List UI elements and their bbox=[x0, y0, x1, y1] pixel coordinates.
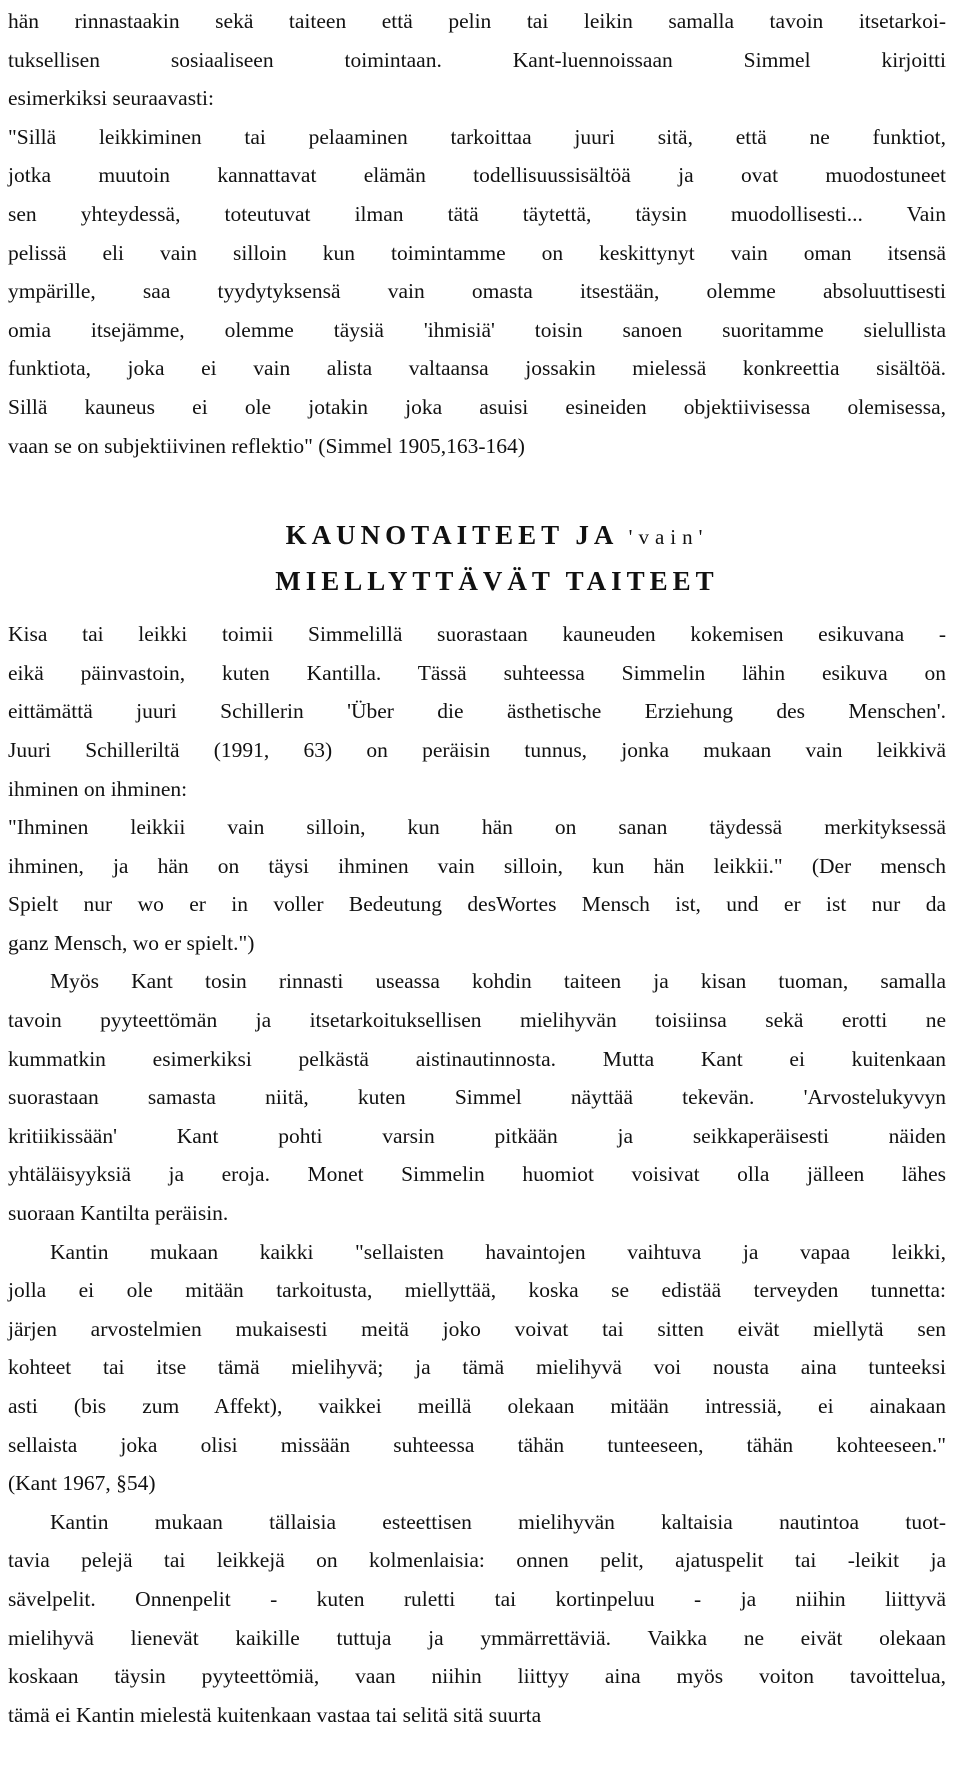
text-line: sen yhteydessä, toteutuvat ilman tätä täytettä, täysin muodollisesti... Vain bbox=[8, 201, 946, 226]
text-line: funktiota, joka ei vain alista valtaansa jossakin mielessä konkreettia sisältöä. bbox=[8, 356, 946, 381]
text-line: suoraan Kantilta peräisin. bbox=[8, 1201, 229, 1226]
text-line: omia itsejämme, olemme täysiä 'ihmisiä' toisin sanoen suoritamme sielullista bbox=[8, 317, 946, 342]
text-line: Kantin mukaan kaikki "sellaisten havaintojen vaihtuva ja vapaa leikki, bbox=[50, 1239, 946, 1264]
text-line: koskaan täysin pyyteettömiä, vaan niihin liittyy aina myös voiton tavoittelua, bbox=[8, 1664, 946, 1689]
paragraph-2 bbox=[8, 962, 946, 1232]
text-line: kohteet tai itse tämä mielihyvä; ja tämä mielihyvä voi nousta aina tunteeksi bbox=[8, 1355, 946, 1380]
text-line: ihminen on ihminen: bbox=[8, 776, 188, 801]
text-line: jotka muutoin kannattavat elämän todellisuussisältöä ja ovat muodostuneet bbox=[8, 163, 946, 188]
text-line: järjen arvostelmien mukaisesti meitä joko voivat tai sitten eivät miellytä sen bbox=[8, 1316, 946, 1341]
text-line: Sillä kauneus ei ole jotakin joka asuisi esineiden objektiivisessa olemisessa, bbox=[8, 394, 946, 419]
text-line: sävelpelit. Onnenpelit - kuten ruletti tai kortinpeluu - ja niihin liittyvä bbox=[8, 1586, 946, 1611]
heading-small-text: 'vain' bbox=[628, 525, 709, 550]
text-line: Kantin mukaan tällaisia esteettisen mielihyvän kaltaisia nautintoa tuot- bbox=[50, 1509, 946, 1534]
text-line: Myös Kant tosin rinnasti useassa kohdin taiteen ja kisan tuoman, samalla bbox=[50, 969, 946, 994]
section-heading bbox=[8, 513, 946, 603]
text-line: Spielt nur wo er in voller Bedeutung desWortes Mensch ist, und er ist nur da bbox=[8, 892, 946, 917]
text-line: tuksellisen sosiaaliseen toimintaan. Kant-luennoissaan Simmel kirjoitti bbox=[8, 47, 946, 72]
text-line: Kisa tai leikki toimii Simmelillä suorastaan kauneuden kokemisen esikuvana - bbox=[8, 622, 946, 647]
text-line: (Kant 1967, §54) bbox=[8, 1471, 156, 1496]
text-line: jolla ei ole mitään tarkoitusta, miellyttää, koska se edistää terveyden tunnetta: bbox=[8, 1278, 946, 1303]
text-line: Juuri Schilleriltä (1991, 63) on peräisin tunnus, jonka mukaan vain leikkivä bbox=[8, 737, 946, 762]
text-line: ihminen, ja hän on täysi ihminen vain silloin, kun hän leikkii." (Der mensch bbox=[8, 853, 946, 878]
text-line: sellaista joka olisi missään suhteessa tähän tunteeseen, tähän kohteeseen." bbox=[8, 1432, 946, 1457]
paragraph-4 bbox=[8, 1503, 946, 1735]
text-line: tämä ei Kantin mielestä kuitenkaan vastaa tai selitä sitä suurta bbox=[8, 1702, 542, 1727]
text-line: asti (bis zum Affekt), vaikkei meillä olekaan mitään intressiä, ei ainakaan bbox=[8, 1394, 946, 1418]
section-paragraph-1 bbox=[8, 615, 946, 962]
heading-line-1 bbox=[48, 513, 946, 559]
text-line: tavia pelejä tai leikkejä on kolmenlaisia: onnen pelit, ajatuspelit tai -leikit ja bbox=[8, 1548, 946, 1573]
text-line: suorastaan samasta niitä, kuten Simmel näyttää tekevän. 'Arvostelukyvyn bbox=[8, 1085, 946, 1110]
text-line: esimerkiksi seuraavasti: bbox=[8, 86, 214, 111]
text-line: yhtäläisyyksiä ja eroja. Monet Simmelin huomiot voisivat olla jälleen lähes bbox=[8, 1162, 946, 1187]
paragraph-3 bbox=[8, 1233, 946, 1503]
text-line: hän rinnastaakin sekä taiteen että pelin tai leikin samalla tavoin itsetarkoi- bbox=[8, 9, 946, 33]
text-line: "Ihminen leikkii vain silloin, kun hän on sanan täydessä merkityksessä bbox=[8, 815, 946, 840]
text-line: ganz Mensch, wo er spielt.") bbox=[8, 930, 255, 955]
text-line: eikä päinvastoin, kuten Kantilla. Tässä suhteessa Simmelin lähin esikuva on bbox=[8, 660, 946, 685]
heading-line-2: MIELLYTTÄVÄT TAITEET bbox=[275, 566, 719, 597]
text-line: ympärille, saa tyydytyksensä vain omasta itsestään, olemme absoluuttisesti bbox=[8, 279, 946, 304]
text-line: kummatkin esimerkiksi pelkästä aistinautinnosta. Mutta Kant ei kuitenkaan bbox=[8, 1046, 946, 1071]
text-line: kritiikissään' Kant pohti varsin pitkään ja seikkaperäisesti näiden bbox=[8, 1123, 946, 1148]
text-line: mielihyvä lienevät kaikille tuttuja ja ymmärrettäviä. Vaikka ne eivät olekaan bbox=[8, 1625, 946, 1650]
text-line: "Sillä leikkiminen tai pelaaminen tarkoittaa juuri sitä, että ne funktiot, bbox=[8, 124, 946, 149]
text-line: pelissä eli vain silloin kun toimintamme on keskittynyt vain oman itsensä bbox=[8, 240, 946, 265]
text-line: tavoin pyyteettömän ja itsetarkoituksellisen mielihyvän toisiinsa sekä erotti ne bbox=[8, 1008, 946, 1033]
heading-main-text: KAUNOTAITEET JA bbox=[285, 520, 617, 551]
text-line: eittämättä juuri Schillerin 'Über die ästhetische Erziehung des Menschen'. bbox=[8, 699, 946, 724]
text-line: vaan se on subjektiivinen reflektio" (Simmel 1905,163-164) bbox=[8, 433, 525, 458]
intro-quote-block bbox=[8, 2, 946, 465]
